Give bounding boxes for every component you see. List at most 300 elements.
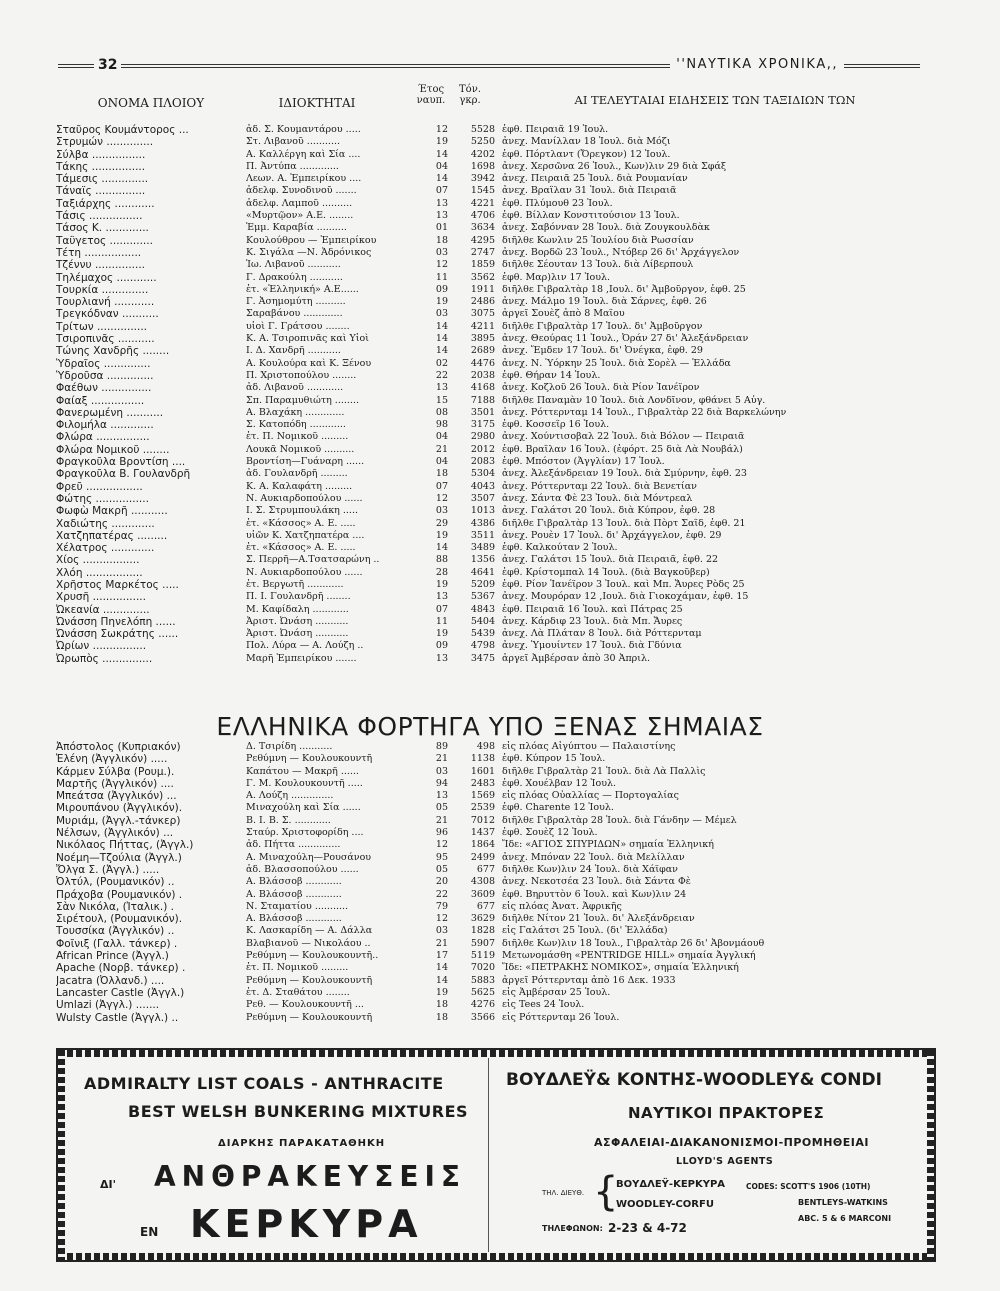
- table-row: [56, 889, 936, 901]
- owner-name: ἀδελφ. Λαμποῦ ..........: [246, 197, 353, 209]
- build-year: 14: [435, 974, 448, 986]
- table-row: [56, 579, 936, 591]
- gross-tonnage: 2483: [470, 777, 495, 789]
- ship-name: Τρίτων ...............: [56, 320, 148, 333]
- table-row: [56, 815, 936, 827]
- owner-name: Κουλούθρου — Ἐμπειρίκου: [246, 234, 377, 246]
- voyage-news: ἀνεχ. Ἔμδεν 17 Ἰουλ. δι' Ὀνέγκα, ἐφθ. 29: [502, 345, 703, 357]
- table-row: [56, 431, 936, 443]
- owner-name: Ρεθύμνη — Κουλουκουντῆ: [246, 1011, 373, 1023]
- voyage-news: ἀνεχ. Νεκοτσέα 23 Ἰουλ. διὰ Σάντα Φὲ: [502, 876, 691, 888]
- ship-name: Νέλσων, (Ἀγγλικόν) ...: [56, 827, 174, 840]
- gross-tonnage: 2486: [470, 296, 495, 308]
- ship-name: Ὠνάσση Σωκράτης ......: [56, 628, 179, 641]
- table-row: [56, 741, 936, 753]
- build-year: 95: [435, 851, 448, 863]
- owner-name: ἑτ. Βεργωτῆ ............: [246, 578, 344, 590]
- table-row: [56, 604, 936, 616]
- ship-name: Τηλέμαχος ............: [56, 271, 157, 284]
- build-year: 04: [435, 431, 448, 443]
- voyage-news: διῆλθε Κων)λιν 18 Ἰουλ., Γιβραλτὰρ 26 δι' Ἀβονμάουθ: [502, 937, 765, 949]
- owner-name: ἑτ. Π. Νομικοῦ .........: [246, 962, 349, 974]
- voyage-news: ἀργεῖ Ρόττερνταμ ἀπὸ 16 Δεκ. 1933: [502, 974, 676, 986]
- owner-name: Σταύρ. Χριστοφορίδη ....: [246, 827, 364, 839]
- table-row: [56, 419, 936, 431]
- brace-icon: {: [593, 1169, 619, 1215]
- voyage-news: ἀνεχ. Μπόναν 22 Ἰουλ. διὰ Μελίλλαν: [502, 851, 685, 863]
- ad-telegram-1: ΒΟΥΔΛΕΫ-ΚΕΡΚΥΡΑ: [616, 1179, 726, 1190]
- owner-name: Α. Καλλέργη καὶ Σία ....: [246, 148, 361, 160]
- voyage-news: ἐφθ. Βίλλαν Κονστιτούσιον 13 Ἰουλ.: [502, 210, 680, 222]
- gross-tonnage: 3634: [470, 222, 495, 234]
- table-row: [56, 901, 936, 913]
- ship-name: Φαίαξ ................: [56, 394, 145, 407]
- gross-tonnage: 3175: [470, 419, 495, 431]
- gross-tonnage: 1698: [470, 160, 495, 172]
- ship-name: Ὠρίων ................: [56, 640, 147, 653]
- gross-tonnage: 4706: [470, 210, 495, 222]
- gross-tonnage: 3895: [470, 333, 495, 345]
- build-year: 89: [435, 741, 448, 752]
- table-row: [56, 173, 936, 185]
- build-year: 21: [435, 443, 448, 455]
- owner-name: Ἰω. Λιβανοῦ ...........: [246, 259, 341, 271]
- build-year: 12: [435, 913, 448, 925]
- ship-name: Τουσσίκα (Ἀγγλικόν) ..: [56, 925, 175, 938]
- build-year: 94: [435, 777, 448, 789]
- voyage-news: ἀνεχ. Χούντισοβαλ 22 Ἰουλ. διὰ Βόλον — Πειραιᾶ: [502, 431, 745, 443]
- gross-tonnage: 4211: [470, 320, 495, 332]
- table-row: [56, 395, 936, 407]
- gross-tonnage: 3629: [470, 913, 495, 925]
- table-row: [56, 653, 936, 665]
- table-row: [56, 790, 936, 802]
- build-year: 18: [435, 468, 448, 480]
- build-year: 03: [435, 308, 448, 320]
- owner-name: ἀδ. Λιβανοῦ ............: [246, 382, 344, 394]
- gross-tonnage: 1601: [470, 765, 495, 777]
- table-row: [56, 987, 936, 999]
- gross-tonnage: 3507: [470, 492, 495, 504]
- voyage-news: εἰς πλόας Ἀνατ. Ἀφρικῆς: [502, 900, 622, 912]
- voyage-news: ἐφθ. Μπόστον (Ἀγγλίαν) 17 Ἰουλ.: [502, 456, 665, 468]
- ship-name: Μαρτῆς (Ἀγγλικόν) ....: [56, 777, 174, 790]
- voyage-news: ἀνεχ. Μανίλλαν 18 Ἰουλ. διὰ Μόζι: [502, 136, 671, 148]
- build-year: 09: [435, 640, 448, 652]
- ad-agents: ΝΑΥΤΙΚΟΙ ΠΡΑΚΤΟΡΕΣ: [628, 1104, 825, 1122]
- col-header-owner: ΙΔΙΟΚΤΗΤΑΙ: [278, 96, 356, 110]
- ship-name: Χαδιώτης .............: [56, 517, 155, 530]
- voyage-news: διῆλθε Κων)λιν 24 Ἰουλ. διὰ Χάϊφαν: [502, 863, 678, 875]
- owner-name: Ρεθύμνη — Κουλουκουντῆ: [246, 974, 373, 986]
- gross-tonnage: 5907: [470, 937, 495, 949]
- gross-tonnage: 5439: [470, 628, 495, 640]
- gross-tonnage: 1569: [470, 790, 495, 802]
- table-row: [56, 616, 936, 628]
- voyage-news: ἀνεχ. Ρόττερνταμ 14 Ἰουλ., Γιβραλτὰρ 22 διὰ Βαρκελώνην: [502, 406, 787, 418]
- gross-tonnage: 1828: [470, 925, 495, 937]
- owner-name: Α. Βλαχάκη .............: [246, 406, 345, 418]
- owner-name: Ν. Αυκιαρδοπούλου ......: [246, 566, 363, 578]
- gross-tonnage: 7012: [470, 814, 495, 826]
- owner-name: Π. Χριστοπούλου ........: [246, 369, 357, 381]
- owner-name: «Μυρτῷον» Α.Ε. ........: [246, 210, 354, 222]
- ad-coals-line: ADMIRALTY LIST COALS - ANTHRACITE: [84, 1074, 444, 1093]
- ad-lloyds: LLOYD'S AGENTS: [676, 1156, 774, 1167]
- table-row: [56, 827, 936, 839]
- voyage-news: ἀνεχ. Κάρδιφ 23 Ἰουλ. διὰ Μπ. Ἄυρες: [502, 615, 683, 627]
- build-year: 18: [435, 1011, 448, 1023]
- build-year: 19: [435, 628, 448, 640]
- build-year: 07: [435, 603, 448, 615]
- owner-name: Μαρῆ Ἐμπειρίκου .......: [246, 652, 357, 664]
- gross-tonnage: 3562: [470, 271, 495, 283]
- ship-name: Χίος .................: [56, 554, 140, 567]
- gross-tonnage: 4386: [470, 517, 495, 529]
- build-year: 14: [435, 333, 448, 345]
- build-year: 19: [435, 296, 448, 308]
- gross-tonnage: 1545: [470, 185, 495, 197]
- table-row: [56, 198, 936, 210]
- voyage-news: ἐφθ. Κρίστομπαλ 14 Ἰουλ. (διὰ Βαγκοῦβερ): [502, 566, 710, 578]
- table-row: [56, 222, 936, 234]
- gross-tonnage: 4476: [470, 357, 495, 369]
- ad-codes-1: CODES: SCOTT'S 1906 (10TH): [746, 1182, 871, 1191]
- voyage-news: ἐφθ. Κύπρον 15 Ἰουλ.: [502, 753, 606, 765]
- voyage-news: ἐφθ. Charente 12 Ἰουλ.: [502, 802, 614, 814]
- voyage-news: ἐφθ. Σουὲζ 12 Ἰουλ.: [502, 827, 598, 839]
- ship-name: Τάκης ................: [56, 160, 146, 173]
- ad-border-bottom: [58, 1253, 934, 1260]
- build-year: 79: [435, 900, 448, 912]
- owner-name: ἑτ. Δ. Σταθάτου ........: [246, 986, 350, 998]
- owner-name: Λουκᾶ Νομικοῦ ..........: [246, 443, 355, 455]
- gross-tonnage: 4641: [470, 566, 495, 578]
- voyage-news: διῆλθε Γιβραλτὰρ 21 Ἰουλ. διὰ Λὰ Παλλὶς: [502, 765, 706, 777]
- build-year: 96: [435, 827, 448, 839]
- build-year: 18: [435, 234, 448, 246]
- table-row: [56, 136, 936, 148]
- build-year: 13: [435, 652, 448, 664]
- table-row: [56, 864, 936, 876]
- ad-firm-name: ΒΟΥΔΛΕΫ& ΚΟΝΤΗΣ-WOODLEY& CONDI: [506, 1070, 882, 1090]
- gross-tonnage: 3511: [470, 529, 495, 541]
- owner-name: Α. Μιναχούλη—Ρουσάνου: [246, 851, 372, 863]
- voyage-news: Ἴδε: «ΠΕΤΡΑΚΗΣ ΝΟΜΙΚΟΣ», σημαία Ἑλληνική: [502, 962, 739, 974]
- ship-name: Τουρκία ..............: [56, 283, 149, 296]
- voyage-news: διῆλθε Γιβραλτὰρ 13 Ἰουλ. διὰ Πὸρτ Σαΐδ, ἐφθ. 21: [502, 517, 746, 529]
- gross-tonnage: 2980: [470, 431, 495, 443]
- table-row: [56, 456, 936, 468]
- ad-border-top: [58, 1050, 934, 1057]
- ship-name: Φανερωμένη ...........: [56, 406, 164, 419]
- gross-tonnage: 1138: [470, 753, 495, 765]
- table-row: [56, 382, 936, 394]
- ship-name: Φιλομήλα .............: [56, 419, 154, 432]
- build-year: 18: [435, 999, 448, 1011]
- ship-name: Τάμεσις ..............: [56, 173, 149, 186]
- ship-name: Ταΰγετος .............: [56, 234, 153, 247]
- ship-name: Τώνης Χανδρῆς ........: [56, 345, 170, 358]
- voyage-news: ἀνεχ. Χερσῶνα 26 Ἰουλ., Κων)λιν 29 διὰ Σφάξ: [502, 160, 727, 172]
- owner-name: ἀδ. Σ. Κουμαντάρου .....: [246, 124, 361, 135]
- owner-name: ἑτ. «Ἑλληνική» Α.Ε......: [246, 283, 359, 295]
- greek-ships-table: [56, 124, 936, 665]
- table-row: [56, 321, 936, 333]
- owner-name: Μιναχούλη καὶ Σία ......: [246, 802, 361, 814]
- gross-tonnage: 2499: [470, 851, 495, 863]
- build-year: 03: [435, 505, 448, 517]
- gross-tonnage: 4168: [470, 382, 495, 394]
- ship-name: Ὠκεανία ..............: [56, 603, 150, 616]
- voyage-news: εἰς Ρόττερνταμ 26 Ἰουλ.: [502, 1011, 620, 1023]
- ship-name: Πράχοβα (Ρουμανικόν) .: [56, 888, 183, 901]
- ship-name: Σταῦρος Κουμάντορος ...: [56, 124, 189, 136]
- ship-name: Στρυμών ..............: [56, 136, 154, 149]
- ship-name: Ὀλτύλ, (Ρουμανικόν) ..: [56, 876, 175, 889]
- gross-tonnage: 4221: [470, 197, 495, 209]
- gross-tonnage: 2747: [470, 246, 495, 258]
- ship-name: Jacatra (Ὀλλανδ.) ....: [56, 974, 165, 987]
- owner-name: Λεων. Α. Ἐμπειρίκου ....: [246, 173, 362, 185]
- table-row: [56, 591, 936, 603]
- table-row: [56, 247, 936, 259]
- build-year: 13: [435, 382, 448, 394]
- voyage-news: ἀνεχ. Βραΐλαν 31 Ἰουλ. διὰ Πειραιᾶ: [502, 185, 677, 197]
- gross-tonnage: 677: [476, 900, 495, 912]
- voyage-news: ἀργεῖ Σουὲζ ἀπὸ 8 Μαΐου: [502, 308, 625, 320]
- gross-tonnage: 4295: [470, 234, 495, 246]
- build-year: 11: [435, 271, 448, 283]
- voyage-news: ἐφθ. Πλύμουθ 23 Ἰουλ.: [502, 197, 613, 209]
- voyage-news: ἀνεχ. Ν. Ὑόρκην 25 Ἰουλ. διὰ Σορὲλ — Ἑλλάδα: [502, 357, 731, 369]
- gross-tonnage: 3942: [470, 173, 495, 185]
- build-year: 07: [435, 185, 448, 197]
- owner-name: Ρεθ. — Κουλουκουντῆ ...: [246, 999, 364, 1011]
- voyage-news: ἀνεχ. Γαλάτσι 20 Ἰουλ. διὰ Κύπρον, ἐφθ. 28: [502, 505, 716, 517]
- gross-tonnage: 677: [476, 863, 495, 875]
- ship-name: Φραγκοῦλα Β. Γουλανδρῆ: [56, 468, 191, 481]
- gross-tonnage: 5625: [470, 986, 495, 998]
- table-row: [56, 333, 936, 345]
- owner-name: Γ. Μ. Κουλουκουντῆ .....: [246, 777, 363, 789]
- owner-name: Δ. Τσιρίδη ...........: [246, 741, 333, 752]
- build-year: 14: [435, 962, 448, 974]
- foreign-flag-ships-table: [56, 741, 936, 1024]
- voyage-news: ἐφθ. Θήραν 14 Ἰουλ.: [502, 369, 601, 381]
- owner-name: ἑτ. «Κάσσος» Α. Ε. .....: [246, 542, 356, 554]
- gross-tonnage: 1356: [470, 554, 495, 566]
- gross-tonnage: 2689: [470, 345, 495, 357]
- page-header: [58, 57, 920, 77]
- ship-name: Μπεάτσα (Ἀγγλικόν) ...: [56, 790, 177, 803]
- ship-name: Νοέμη—Τζούλια (Ἀγγλ.): [56, 851, 182, 864]
- ship-name: Χέλατρος .............: [56, 542, 155, 555]
- ship-name: Umlazi (Ἀγγλ.) .......: [56, 999, 160, 1012]
- ship-name: Apache (Νορβ. τάνκερ) .: [56, 962, 186, 975]
- gross-tonnage: 1911: [470, 283, 495, 295]
- table-row: [56, 493, 936, 505]
- build-year: 13: [435, 790, 448, 802]
- gross-tonnage: 5404: [470, 615, 495, 627]
- build-year: 14: [435, 148, 448, 160]
- ship-name: Χρυσῆ ................: [56, 591, 146, 604]
- owner-name: υἱῶν Κ. Χατζηπατέρα ....: [246, 529, 365, 541]
- build-year: 14: [435, 173, 448, 185]
- ad-phones-label: ΤΗΛΕΦΩΝΟΝ:: [542, 1224, 603, 1233]
- voyage-news: Μετωνομάσθη «PENTRIDGE HILL» σημαία Ἀγγλική: [502, 950, 756, 962]
- build-year: 07: [435, 480, 448, 492]
- voyage-news: ἐφθ. Πειραιᾶ 19 Ἰουλ.: [502, 124, 609, 135]
- voyage-news: εἰς Ἀμβέρσαν 25 Ἰουλ.: [502, 986, 611, 998]
- ship-name: Ὄλγα Σ. (Ἀγγλ.) .....: [56, 863, 160, 876]
- table-row: [56, 308, 936, 320]
- gross-tonnage: 1859: [470, 259, 495, 271]
- build-year: 08: [435, 406, 448, 418]
- table-row: [56, 530, 936, 542]
- ad-phones: 2-23 & 4-72: [608, 1221, 687, 1235]
- voyage-news: ἐφθ. Κοσσεΐρ 16 Ἰουλ.: [502, 419, 610, 431]
- build-year: 19: [435, 529, 448, 541]
- voyage-news: ἀργεῖ Ἀμβέρσαν ἀπὸ 30 Ἀπριλ.: [502, 652, 651, 664]
- build-year: 04: [435, 456, 448, 468]
- section-title: ΕΛΛΗΝΙΚΑ ΦΟΡΤΗΓΑ ΥΠΟ ΞΕΝΑΣ ΣΗΜΑΙΑΣ: [216, 712, 764, 741]
- ad-coaling-word: ΑΝΘΡΑΚΕΥΣΕΙΣ: [154, 1160, 466, 1193]
- owner-name: Ἀριστ. Ὠνάση ...........: [246, 628, 349, 640]
- voyage-news: διῆλθε Γιβραλτὰρ 17 Ἰουλ. δι' Ἀμβοῦργον: [502, 320, 703, 332]
- ad-codes-3: ABC. 5 & 6 MARCONI: [798, 1214, 892, 1223]
- voyage-news: διῆλθε Σέουταν 13 Ἰουλ. διὰ Λίβερπουλ: [502, 259, 694, 271]
- owner-name: Γ. Ἀσημομύτη ..........: [246, 296, 346, 308]
- build-year: 03: [435, 925, 448, 937]
- build-year: 28: [435, 566, 448, 578]
- table-row: [56, 554, 936, 566]
- publication-title: ''ΝΑΥΤΙΚΑ ΧΡΟΝΙΚΑ,,: [670, 57, 844, 72]
- owner-name: Κ. Σιγάλα —Ν. Ἀδρόνικος: [246, 246, 372, 258]
- voyage-news: ἀνεχ. Γαλάτσι 15 Ἰουλ. διὰ Πειραιᾶ, ἐφθ. 22: [502, 554, 719, 566]
- table-row: [56, 345, 936, 357]
- owner-name: Πολ. Λύρα — Α. Λούζη ..: [246, 640, 364, 652]
- ship-name: Φλώρα ................: [56, 431, 150, 444]
- gross-tonnage: 4276: [470, 999, 495, 1011]
- build-year: 15: [435, 394, 448, 406]
- table-row: [56, 259, 936, 271]
- build-year: 17: [435, 950, 448, 962]
- build-year: 12: [435, 839, 448, 851]
- table-row: [56, 975, 936, 987]
- ship-name: Χλόη .................: [56, 566, 143, 579]
- ship-name: Ταξιάρχης ............: [56, 197, 155, 210]
- owner-name: ἑτ. «Κάσσος» Α. Ε. .....: [246, 517, 356, 529]
- voyage-news: εἰς πλόας Οὐαλλίας — Πορτογαλίας: [502, 790, 679, 802]
- voyage-news: ἐφθ. Καλκούταν 2 Ἰουλ.: [502, 542, 618, 554]
- ship-name: Μυριάμ, (Ἀγγλ.-τάνκερ): [56, 814, 181, 827]
- build-year: 19: [435, 136, 448, 148]
- ad-corfu-word: ΚΕΡΚΥΡΑ: [190, 1202, 423, 1246]
- table-row: [56, 468, 936, 480]
- gross-tonnage: 5367: [470, 591, 495, 603]
- owner-name: Μ. Καφίδαλη ............: [246, 603, 349, 615]
- gross-tonnage: 1013: [470, 505, 495, 517]
- ad-border-right: [927, 1050, 934, 1260]
- build-year: 02: [435, 357, 448, 369]
- build-year: 09: [435, 283, 448, 295]
- build-year: 14: [435, 345, 448, 357]
- table-row: [56, 284, 936, 296]
- table-row: [56, 852, 936, 864]
- build-year: 29: [435, 517, 448, 529]
- table-row: [56, 628, 936, 640]
- owner-name: Κ. Α. Καλαφάτη .........: [246, 480, 353, 492]
- build-year: 12: [435, 492, 448, 504]
- gross-tonnage: 5528: [470, 124, 495, 135]
- owner-name: ἀδ. Βλασσοπούλου ......: [246, 863, 359, 875]
- ship-name: Κάρμεν Σύλβα (Ρουμ.).: [56, 765, 175, 778]
- ship-name: Τρεγκόδναν ...........: [56, 308, 159, 321]
- table-row: [56, 124, 936, 136]
- build-year: 98: [435, 419, 448, 431]
- ship-name: Φρεῦ .................: [56, 480, 143, 493]
- gross-tonnage: 4843: [470, 603, 495, 615]
- owner-name: Ρεθύμνη — Κουλουκουντῆ: [246, 753, 373, 765]
- voyage-news: ἀνεχ. Πειραιᾶ 25 Ἰουλ. διὰ Ρουμανίαν: [502, 173, 688, 185]
- voyage-news: ἀνεχ. Θεούρας 11 Ἰουλ., Ὀράν 27 δι' Ἀλεξάνδρειαν: [502, 333, 749, 345]
- gross-tonnage: 2038: [470, 369, 495, 381]
- build-year: 13: [435, 210, 448, 222]
- voyage-news: διῆλθε Γιβραλτὰρ 18 ,Ιουλ. δι' Ἀμβοῦργον, ἐφθ. 25: [502, 283, 746, 295]
- voyage-news: ἀνεχ. Βορδῶ 23 Ἰουλ., Ντόβερ 26 δι' Ἀρχάγγελον: [502, 246, 740, 258]
- ship-name: Φοῖνιξ (Γαλλ. τάνκερ) .: [56, 937, 178, 950]
- build-year: 13: [435, 197, 448, 209]
- build-year: 12: [435, 259, 448, 271]
- table-row: [56, 802, 936, 814]
- owner-name: Καπάτου — Μακρῆ ......: [246, 765, 359, 777]
- ship-name: Σὰν Νικόλα, (Ἰταλικ.) .: [56, 900, 174, 913]
- gross-tonnage: 5304: [470, 468, 495, 480]
- gross-tonnage: 5883: [470, 974, 495, 986]
- gross-tonnage: 2012: [470, 443, 495, 455]
- table-row: [56, 210, 936, 222]
- build-year: 14: [435, 542, 448, 554]
- gross-tonnage: 5119: [470, 950, 495, 962]
- owner-name: Α. Λούζη ..............: [246, 790, 334, 802]
- voyage-news: ἀνεχ. Μάλμο 19 Ἰουλ. διὰ Σάρνες, ἐφθ. 26: [502, 296, 707, 308]
- owner-name: Π. Ι. Γουλανδρῆ ........: [246, 591, 351, 603]
- voyage-news: ἀνεχ. Κοζλοῦ 26 Ἰουλ. διὰ Ρίον Ἰανέϊρον: [502, 382, 700, 394]
- ship-name: Χατζηπατέρας .........: [56, 529, 168, 542]
- voyage-news: ἐφθ. Ρίον Ἰανέϊρον 3 Ἰουλ. καὶ Μπ. Ἄυρες Ρὸδς 25: [502, 578, 745, 590]
- owner-name: Ἀριστ. Ὠνάση ...........: [246, 615, 349, 627]
- ship-name: Φωφὼ Μακρῆ ...........: [56, 505, 168, 518]
- build-year: 19: [435, 578, 448, 590]
- table-row: [56, 962, 936, 974]
- table-row: [56, 185, 936, 197]
- voyage-news: ἐφθ. Βηρυττὸν 6 Ἰουλ. καὶ Κων)λιν 24: [502, 888, 687, 900]
- voyage-news: διῆλθε Κωνλιν 25 Ἰουλίου διὰ Ρωσσίαν: [502, 234, 694, 246]
- voyage-news: ἀνεχ. Σαβόνναν 28 Ἰουλ. διὰ Ζουγκουλδὰκ: [502, 222, 710, 234]
- build-year: 12: [435, 124, 448, 135]
- voyage-news: ἐφθ. Μαρ)λιν 17 Ἰουλ.: [502, 271, 611, 283]
- owner-name: Σπ. Παραμυθιώτη ........: [246, 394, 359, 406]
- voyage-news: ἀνεχ. Μουρόραν 12 ,Ιουλ. διὰ Γιοκοχάμαν, ἐφθ. 15: [502, 591, 749, 603]
- owner-name: Σαραβάνου .............: [246, 308, 343, 320]
- owner-name: ἀδ. Πήττα ..............: [246, 839, 341, 851]
- ship-name: Νικόλαος Πήττας, (Ἀγγλ.): [56, 839, 194, 852]
- ship-name: Τσιροπινᾶς ...........: [56, 333, 155, 346]
- build-year: 04: [435, 160, 448, 172]
- owner-name: Α. Βλάσσοβ ............: [246, 876, 342, 888]
- owner-name: Βροντίση—Γυάναρη ......: [246, 456, 365, 468]
